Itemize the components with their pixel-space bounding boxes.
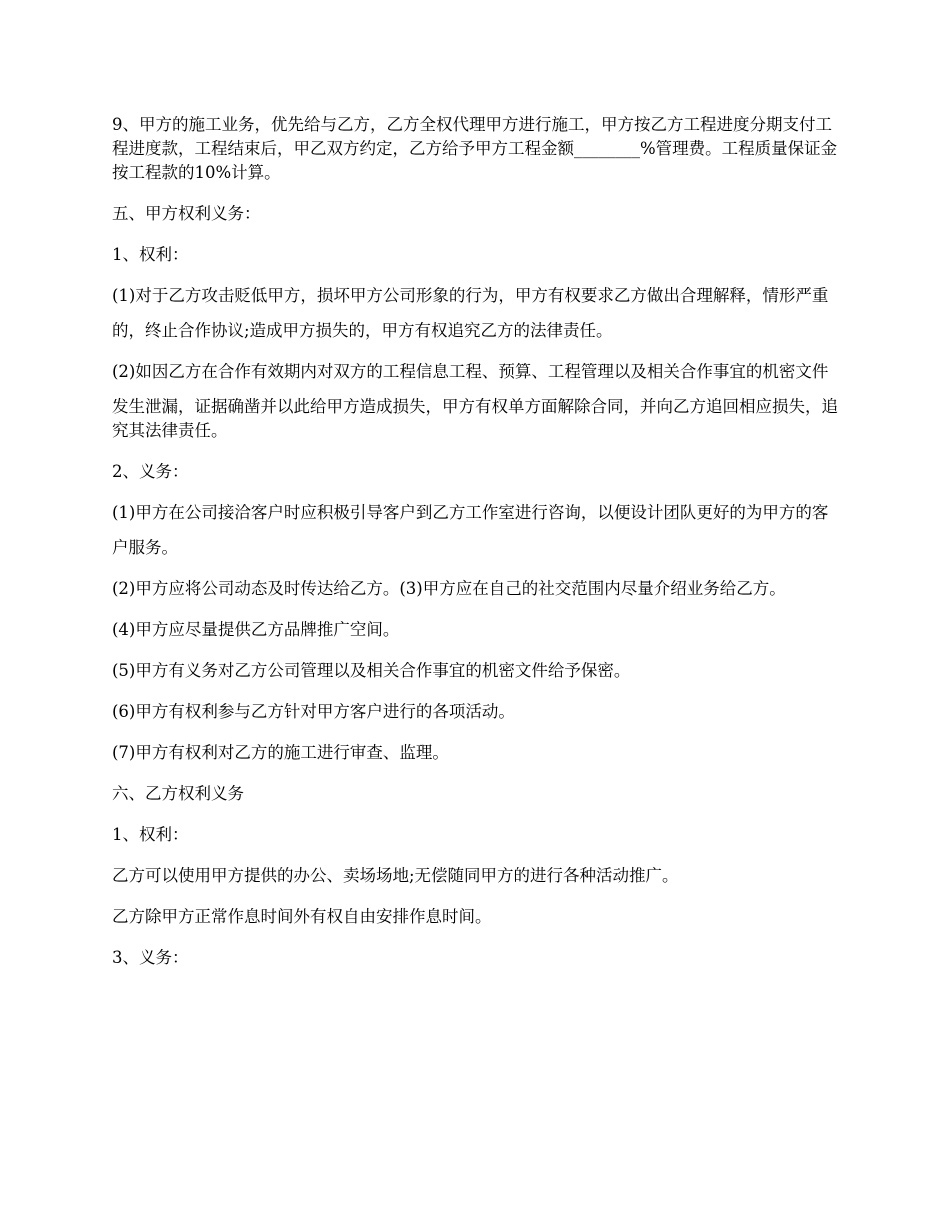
section-5-duties-heading: 2、义务：: [112, 462, 189, 481]
section-5-duty-7: (7)甲方有权利对乙方的施工进行审查、监理。: [112, 743, 449, 762]
section-5-duty-6: (6)甲方有权利参与乙方针对甲方客户进行的各项活动。: [112, 702, 515, 721]
section-5-right-2-cont: 发生泄漏，证据确凿并以此给甲方造成损失，甲方有权单方面解除合同，并向乙方追回相应损失，追究其法律责任。: [112, 397, 838, 440]
section-6-rights-heading: 1、权利：: [112, 825, 189, 844]
section-5-right-2: (2)如因乙方在合作有效期内对双方的工程信息工程、预算、工程管理以及相关合作事宜的机密文件: [112, 362, 829, 381]
section-5-rights-heading: 1、权利：: [112, 245, 189, 264]
section-6-right-2: 乙方除甲方正常作息时间外有权自由安排作息时间。: [112, 907, 492, 926]
section-6-heading: 六、乙方权利义务: [112, 784, 244, 803]
document-page: [112, 113, 842, 987]
section-6-duties-heading: 3、义务：: [112, 948, 189, 967]
clause-9: 9、甲方的施工业务，优先给与乙方，乙方全权代理甲方进行施工，甲方按乙方工程进度分期支付工程进度款，工程结束后，甲乙双方约定，乙方给予甲方工程金额________%管理费。工程质量保证金按工程款的10%计算。: [112, 115, 838, 182]
section-5-right-1: (1)对于乙方攻击贬低甲方，损坏甲方公司形象的行为，甲方有权要求乙方做出合理解释，情形严重: [112, 286, 829, 305]
section-5-duty-1-cont: 户服务。: [112, 538, 178, 557]
section-5-right-1-cont: 的，终止合作协议;造成甲方损失的，甲方有权追究乙方的法律责任。: [112, 321, 613, 340]
section-5-duty-4: (4)甲方应尽量提供乙方品牌推广空间。: [112, 620, 400, 639]
section-5-duty-5: (5)甲方有义务对乙方公司管理以及相关合作事宜的机密文件给予保密。: [112, 661, 631, 680]
section-5-duty-2-3: (2)甲方应将公司动态及时传达给乙方。(3)甲方应在自己的社交范围内尽量介绍业务给乙方。: [112, 579, 786, 598]
section-6-right-1: 乙方可以使用甲方提供的办公、卖场场地;无偿随同甲方的进行各种活动推广。: [112, 866, 679, 885]
section-5-heading: 五、甲方权利义务：: [112, 204, 261, 223]
section-5-duty-1: (1)甲方在公司接洽客户时应积极引导客户到乙方工作室进行咨询，以便设计团队更好的为甲方的客: [112, 503, 829, 522]
